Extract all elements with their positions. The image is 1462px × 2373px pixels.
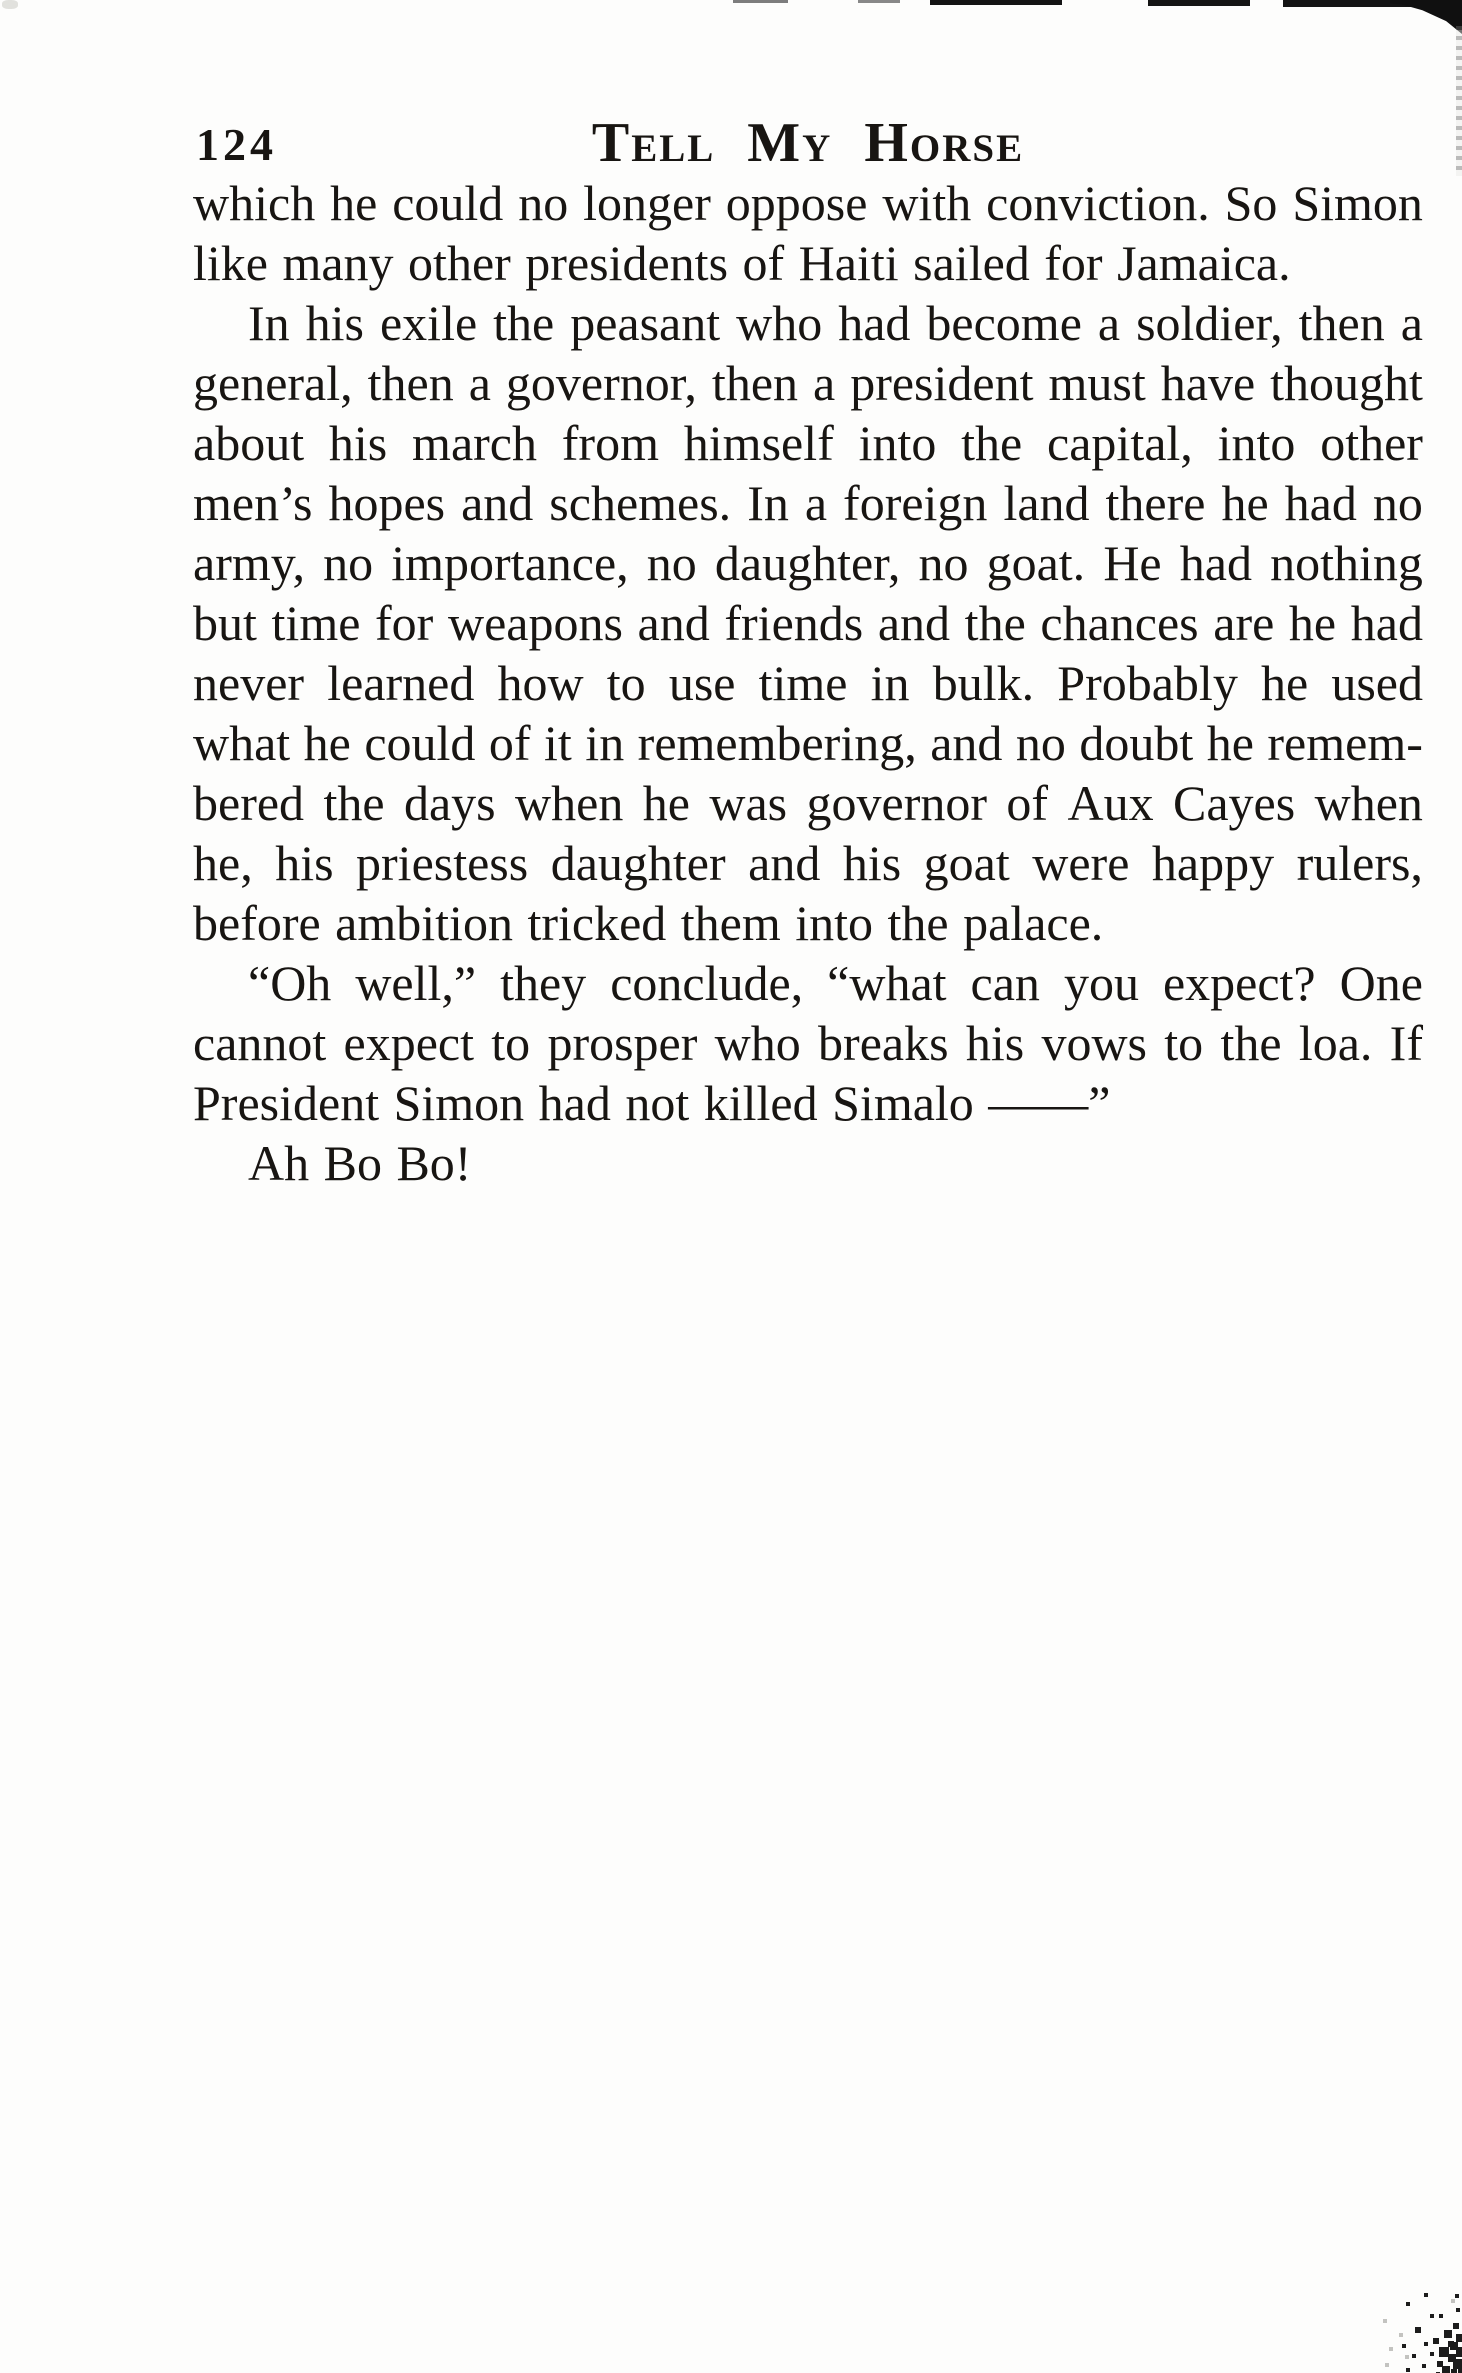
text-line: about his march from himself into the capital, into other bbox=[193, 415, 1423, 471]
text-line: general, then a governor, then a president must have thought bbox=[193, 355, 1423, 411]
page-text bbox=[193, 173, 1423, 1193]
text-line: before ambition tricked them into the palace. bbox=[193, 895, 1104, 951]
text-line: army, no importance, no daughter, no goat. He had nothing bbox=[193, 535, 1423, 591]
scan-speckle-bottom-right-faint bbox=[1380, 2300, 1382, 2302]
scan-smudge-right-edge bbox=[1456, 26, 1462, 176]
text-line: men’s hopes and schemes. In a foreign land there he had no bbox=[193, 475, 1423, 531]
scan-artifact-top-edge bbox=[733, 0, 788, 3]
text-line: never learned how to use time in bulk. Probably he used bbox=[193, 655, 1423, 711]
scan-artifact-top-edge bbox=[1148, 0, 1250, 6]
text-line: he, his priestess daughter and his goat were happy rulers, bbox=[193, 835, 1423, 891]
text-line: bered the days when he was governor of Aux Cayes when bbox=[193, 775, 1423, 831]
page-number: 124 bbox=[196, 119, 277, 170]
text-line: which he could no longer oppose with conviction. So Simon bbox=[193, 175, 1423, 231]
scan-artifact-top-edge bbox=[858, 0, 900, 3]
text-line: In his exile the peasant who had become a soldier, then a bbox=[248, 295, 1423, 351]
scan-artifact-top-edge bbox=[930, 0, 1062, 5]
text-line: cannot expect to prosper who breaks his vows to the loa. If bbox=[193, 1015, 1423, 1071]
scan-smudge-top-left bbox=[2, 0, 18, 9]
text-line: but time for weapons and friends and the chances are he had bbox=[193, 595, 1423, 651]
text-line: Ah Bo Bo! bbox=[248, 1135, 472, 1191]
text-line: President Simon had not killed Simalo ——” bbox=[193, 1075, 1111, 1131]
text-line: what he could of it in remembering, and no doubt he remem- bbox=[193, 715, 1423, 771]
text-line: “Oh well,” they conclude, “what can you expect? One bbox=[248, 955, 1423, 1011]
scan-speckle-bottom-right bbox=[1395, 2285, 1397, 2287]
text-line: like many other presidents of Haiti sailed for Jamaica. bbox=[193, 235, 1291, 291]
running-title: Tell My Horse bbox=[591, 112, 1025, 174]
